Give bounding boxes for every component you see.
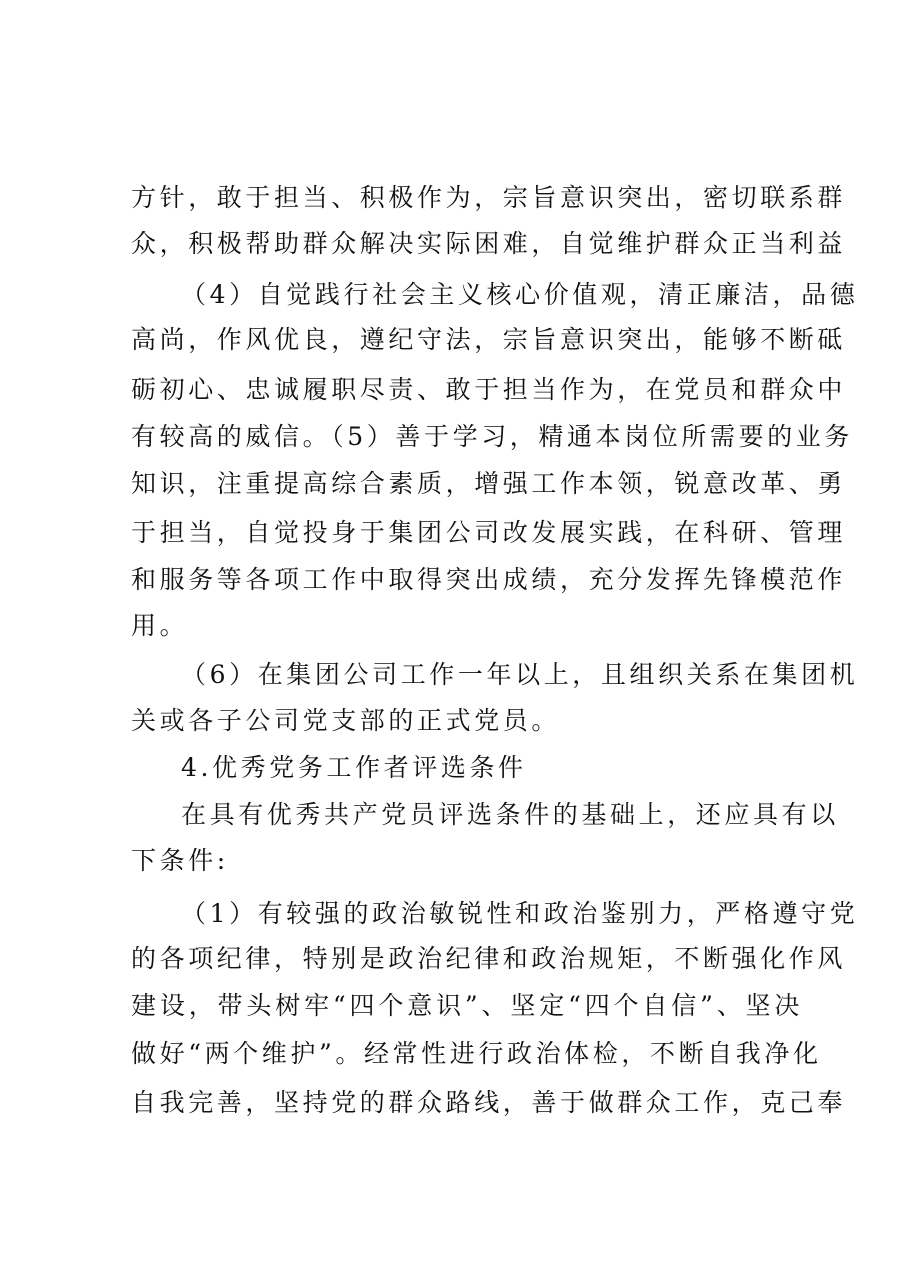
paragraph-line: （1）有较强的政治敏锐性和政治鉴别力，严格遵守党 [181,899,859,928]
paragraph-line: 知识，注重提高综合素质，增强工作本领，锐意改革、勇 [131,469,847,498]
paragraph-line: 方针，敢于担当、积极作为，宗旨意识突出，密切联系群 [131,183,847,212]
paragraph-line: 建设，带头树牢“四个意识”、坚定“四个自信”、坚决 [131,991,803,1020]
paragraph-line: 众，积极帮助群众解决实际困难，自觉维护群众正当利益 [131,229,847,258]
paragraph-line: 和服务等各项工作中取得突出成绩，充分发挥先锋模范作 [131,565,847,594]
paragraph-line: （6）在集团公司工作一年以上，且组织关系在集团机 [181,660,859,689]
section-heading: 4.优秀党务工作者评选条件 [181,753,527,782]
paragraph-line: 于担当，自觉投身于集团公司改发展实践，在科研、管理 [131,518,847,547]
paragraph-line: 自我完善，坚持党的群众路线，善于做群众工作，克己奉 [131,1088,847,1117]
paragraph-line: 关或各子公司党支部的正式党员。 [131,706,561,735]
paragraph-line: 高尚，作风优良，遵纪守法，宗旨意识突出，能够不断砥 [131,325,847,354]
paragraph-line: 的各项纪律，特别是政治纪律和政治规矩，不断强化作风 [131,944,847,973]
paragraph-line: 做好“两个维护”。经常性进行政治体检，不断自我净化 [131,1039,822,1068]
paragraph-line: 在具有优秀共产党员评选条件的基础上，还应具有以 [181,800,839,829]
paragraph-line: 用。 [131,611,189,640]
paragraph-line: 砺初心、忠诚履职尽责、敢于担当作为，在党员和群众中 [131,375,847,404]
paragraph-line: 下条件: [131,846,229,875]
paragraph-line: 有较高的威信。（5）善于学习，精通本岗位所需要的业务 [131,422,854,451]
paragraph-line: （4）自觉践行社会主义核心价值观，清正廉洁，品德 [181,280,859,309]
